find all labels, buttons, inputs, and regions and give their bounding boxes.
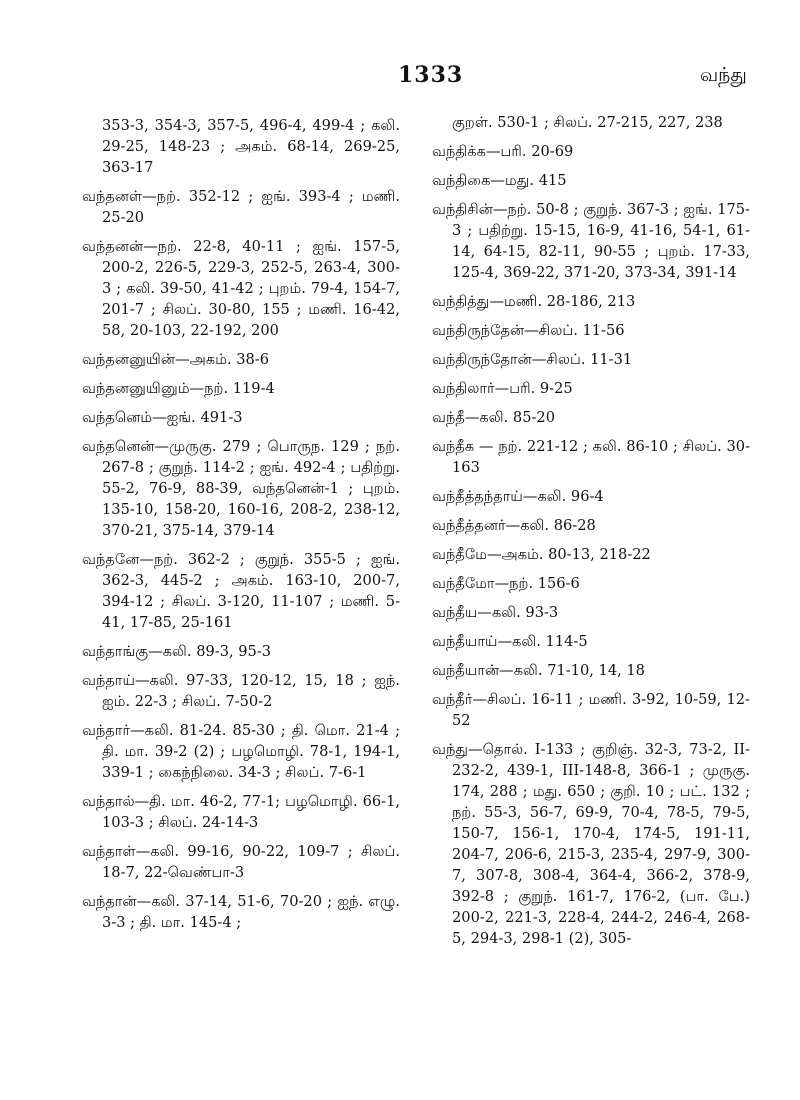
index-entry: வந்தனென்—முருகு. 279 ; பொருந. 129 ; நற். 267-8 ; குறுந். 114-2 ; ஐங். 492-4 ; பதிற்று. 55-2, 76-9, 88-39, வந்தனென்-1 ; புறம். 135-10, 158-20, 160-16, 208-2, 238-12, 370-21, 375-14, 379-14 — [82, 438, 400, 539]
left-column — [82, 115, 400, 941]
index-entry: வந்தீய—கலி. 93-3 — [432, 604, 559, 621]
index-entry: வந்தீயான்—கலி. 71-10, 14, 18 — [432, 662, 645, 679]
index-entry: வந்திசின்—நற். 50-8 ; குறுந். 367-3 ; ஐங். 175-3 ; பதிற்று. 15-15, 16-9, 41-16, 54-1, 61-14, 64-15, 82-11, 90-55 ; புறம். 17-33, 125-4, 369-22, 371-20, 373-34, 391-14 — [432, 201, 750, 281]
index-entry: வந்தாய்—கலி. 97-33, 120-12, 15, 18 ; ஐந். ஐம். 22-3 ; சிலப். 7-50-2 — [82, 672, 400, 710]
right-column — [432, 112, 750, 957]
index-entry: வந்தீத்தந்தாய்—கலி. 96-4 — [432, 488, 604, 505]
index-entry: வந்தீயாய்—கலி. 114-5 — [432, 633, 588, 650]
index-entry: வந்தீமே—அகம். 80-13, 218-22 — [432, 546, 651, 563]
index-entry: வந்தார்—கலி. 81-24. 85-30 ; தி. மொ. 21-4 ; தி. மா. 39-2 (2) ; பழமொழி. 78-1, 194-1, 339-1 ; கைந்நிலை. 34-3 ; சிலப். 7-6-1 — [82, 722, 400, 781]
index-entry: வந்தீக — நற். 221-12 ; கலி. 86-10 ; சிலப். 30-163 — [432, 438, 750, 476]
index-entry: வந்தாங்கு—கலி. 89-3, 95-3 — [82, 643, 272, 660]
running-head: வந்து — [700, 64, 747, 86]
index-entry: வந்திலார்—பரி. 9-25 — [432, 380, 573, 397]
index-entry: வந்தீர்—சிலப். 16-11 ; மணி. 3-92, 10-59, 12-52 — [432, 691, 750, 729]
index-entry: வந்தனே—நற். 362-2 ; குறுந். 355-5 ; ஐங். 362-3, 445-2 ; அகம். 163-10, 200-7, 394-12 ; சிலப். 3-120, 11-107 ; மணி. 5-41, 17-85, 25-161 — [82, 551, 400, 631]
index-entry: வந்தனன்—நற். 22-8, 40-11 ; ஐங். 157-5, 200-2, 226-5, 229-3, 252-5, 263-4, 300-3 ; கலி. 39-50, 41-42 ; புறம். 79-4, 154-7, 201-7 ; சிலப். 30-80, 155 ; மணி. 16-42, 58, 20-103, 22-192, 200 — [82, 238, 400, 339]
page-number: 1333 — [398, 62, 464, 88]
index-entry: வந்தாள்—கலி. 99-16, 90-22, 109-7 ; சிலப். 18-7, 22-வெண்பா-3 — [82, 843, 400, 881]
index-entry: வந்திக்க—பரி. 20-69 — [432, 143, 574, 160]
page-header — [0, 58, 800, 92]
index-entry: வந்திகை—மது. 415 — [432, 172, 567, 189]
index-entry: வந்திருந்தேன்—சிலப். 11-56 — [432, 322, 625, 339]
index-entry: வந்தான்—கலி. 37-14, 51-6, 70-20 ; ஐந். எழு. 3-3 ; தி. மா. 145-4 ; — [82, 893, 400, 931]
index-entry: வந்தனனுயினும்—நற். 119-4 — [82, 380, 275, 397]
index-entry: வந்தித்து—மணி. 28-186, 213 — [432, 293, 636, 310]
index-entry: வந்தனள்—நற். 352-12 ; ஐங். 393-4 ; மணி. 25-20 — [82, 188, 400, 226]
index-entry: வந்தனனுயின்—அகம். 38-6 — [82, 351, 270, 368]
index-entry: வந்தனெம்—ஐங். 491-3 — [82, 409, 243, 426]
index-entry: குறள். 530-1 ; சிலப். 27-215, 227, 238 — [452, 114, 723, 131]
index-entry: வந்து—தொல். I-133 ; குறிஞ். 32-3, 73-2, II-232-2, 439-1, III-148-8, 366-1 ; முருகு. 174, 288 ; மது. 650 ; குறி. 10 ; பட். 132 ; நற். 55-3, 56-7, 69-9, 70-4, 78-5, 79-5, 150-7, 156-1, 170-4, 174-5, 191-11, 204-7, 206-6, 215-3, 235-4, 297-9, 300-7, 307-8, 308-4, 364-4, 366-2, 378-9, 392-8 ; குறுந். 161-7, 176-2, (பா. பே.) 200-2, 221-3, 228-4, 244-2, 246-4, 268-5, 294-3, 298-1 (2), 305- — [432, 741, 750, 947]
index-entry: வந்தீ—கலி. 85-20 — [432, 409, 555, 426]
index-entry: வந்திருந்தோன்—சிலப். 11-31 — [432, 351, 633, 368]
index-entry: வந்தீமோ—நற். 156-6 — [432, 575, 580, 592]
index-entry: 353-3, 354-3, 357-5, 496-4, 499-4 ; கலி. 29-25, 148-23 ; அகம். 68-14, 269-25, 363-17 — [102, 117, 400, 176]
index-entry: வந்தீத்தனர்—கலி. 86-28 — [432, 517, 596, 534]
index-entry: வந்தால்—தி. மா. 46-2, 77-1; பழமொழி. 66-1, 103-3 ; சிலப். 24-14-3 — [82, 793, 400, 831]
